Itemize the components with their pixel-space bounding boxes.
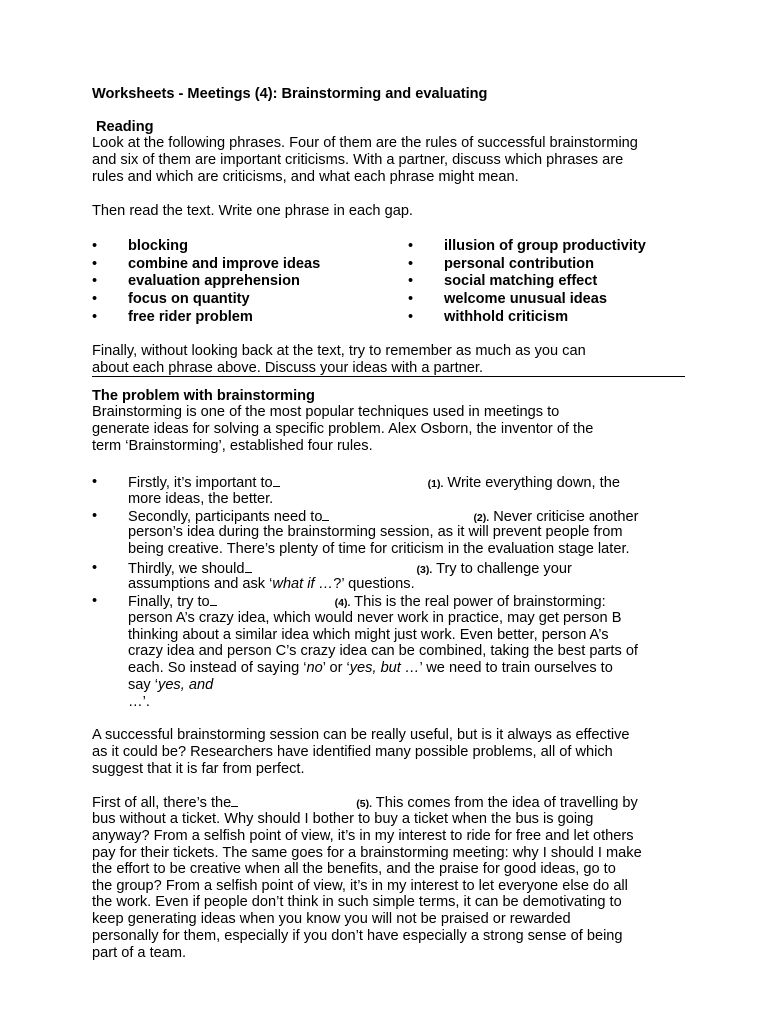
gap-3-number: (3). bbox=[416, 564, 433, 576]
rule-4-text-italic: yes, but … bbox=[349, 660, 420, 676]
rule-3-line bbox=[128, 576, 415, 593]
paragraph-line: pay for their tickets. The same goes for a brainstorming meeting: why I should I make bbox=[92, 845, 642, 861]
rule-4-text: This is the real power of brainstorming: bbox=[350, 594, 606, 610]
paragraph-line: the effort to be creative when all the benefits, and the praise for good ideas, go to bbox=[92, 861, 616, 877]
bullet: • bbox=[408, 256, 414, 272]
rule-4-line: …’. bbox=[128, 694, 150, 710]
rule-2-line: being creative. There’s plenty of time for criticism in the evaluation stage later. bbox=[128, 541, 630, 557]
rule-4-line bbox=[128, 660, 613, 677]
bullet: • bbox=[92, 474, 98, 490]
bullet: • bbox=[92, 560, 98, 576]
phrase-item: free rider problem bbox=[128, 309, 253, 325]
phrase-item: welcome unusual ideas bbox=[444, 291, 608, 307]
bullet: • bbox=[92, 309, 98, 325]
paragraph-line: the group? From a selfish point of view, it’s in my interest to let everyone else do all bbox=[92, 878, 628, 894]
gap-2-number: (2). bbox=[473, 512, 490, 524]
gap-4-number: (4). bbox=[334, 597, 351, 609]
rule-4-text-italic: no bbox=[306, 660, 323, 676]
paragraph-line: the work. Even if people don’t think in such simple terms, it can be demotivating to bbox=[92, 894, 622, 910]
phrase-item: personal contribution bbox=[444, 256, 594, 272]
paragraph-line: as it could be? Researchers have identified many possible problems, all of which bbox=[92, 744, 613, 760]
phrase-item: focus on quantity bbox=[128, 291, 250, 307]
rule-4-text: say ‘ bbox=[128, 677, 159, 693]
gap-5-blank[interactable] bbox=[231, 794, 238, 807]
article-intro-line: Brainstorming is one of the most popular techniques used in meetings to bbox=[92, 404, 560, 420]
phrase-item: blocking bbox=[128, 238, 188, 254]
rule-3-text: Thirdly, we should bbox=[128, 561, 245, 577]
gap-5-number: (5). bbox=[356, 798, 372, 810]
bullet: • bbox=[92, 238, 98, 254]
rule-1-line: more ideas, the better. bbox=[128, 491, 274, 507]
paragraph-line: anyway? From a selfish point of view, it’s in my interest to ride for free and let others bbox=[92, 828, 634, 844]
reading-finally-line: Finally, without looking back at the text, try to remember as much as you can bbox=[92, 343, 586, 359]
bullet: • bbox=[92, 273, 98, 289]
rule-3-text: ?’ questions. bbox=[333, 576, 415, 592]
reading-intro-line: rules and which are criticisms, and what each phrase might mean. bbox=[92, 169, 519, 185]
rule-2-text: Secondly, participants need to bbox=[128, 509, 323, 525]
rule-1-line bbox=[128, 474, 620, 493]
rule-4-text: ’ or ‘ bbox=[322, 660, 350, 676]
reading-finally-line: about each phrase above. Discuss your ideas with a partner. bbox=[92, 360, 484, 376]
rule-4-line: crazy idea and person C’s crazy idea can be combined, taking the best parts of bbox=[128, 643, 638, 659]
bullet: • bbox=[408, 273, 414, 289]
paragraph-line: bus without a ticket. Why should I bother to buy a ticket when the bus is going bbox=[92, 811, 594, 827]
reading-intro-line: and six of them are important criticisms. With a partner, discuss which phrases are bbox=[92, 152, 624, 168]
rule-2-line: person’s idea during the brainstorming session, as it will prevent people from bbox=[128, 524, 623, 540]
phrase-item: illusion of group productivity bbox=[444, 238, 646, 254]
rule-4-line: thinking about a similar idea which might just work. Even better, person A’s bbox=[128, 627, 609, 643]
paragraph-line: suggest that it is far from perfect. bbox=[92, 761, 305, 777]
bullet: • bbox=[92, 291, 98, 307]
bullet: • bbox=[92, 256, 98, 272]
paragraph-line: personally for them, especially if you don’t have especially a strong sense of being bbox=[92, 928, 623, 944]
paragraph-line bbox=[92, 794, 638, 813]
paragraph-line: A successful brainstorming session can be really useful, but is it always as effective bbox=[92, 727, 630, 743]
phrase-item: evaluation apprehension bbox=[128, 273, 300, 289]
rule-4-text: ’ we need to train ourselves to bbox=[419, 660, 613, 676]
bullet: • bbox=[92, 593, 98, 609]
rule-2-text: Never criticise another bbox=[489, 509, 639, 525]
bullet: • bbox=[408, 291, 414, 307]
worksheet-title: Worksheets - Meetings (4): Brainstorming and evaluating bbox=[92, 86, 488, 102]
article-intro-line: term ‘Brainstorming’, established four rules. bbox=[92, 438, 373, 454]
phrase-item: withhold criticism bbox=[444, 309, 569, 325]
rule-4-line: person A’s crazy idea, which would never work in practice, may get person B bbox=[128, 610, 622, 626]
paragraph-text: This comes from the idea of travelling by bbox=[372, 795, 638, 811]
gap-1-number: (1). bbox=[427, 478, 444, 490]
reading-heading: Reading bbox=[96, 119, 154, 135]
reading-intro-line: Look at the following phrases. Four of them are the rules of successful brainstorming bbox=[92, 135, 638, 151]
bullet: • bbox=[408, 238, 414, 254]
phrase-item: combine and improve ideas bbox=[128, 256, 321, 272]
rule-3-text: Try to challenge your bbox=[432, 561, 572, 577]
gap-2-blank[interactable] bbox=[322, 508, 329, 521]
rule-4-text: each. So instead of saying ‘ bbox=[128, 660, 307, 676]
rule-4-text-italic: yes, and bbox=[158, 677, 214, 693]
bullet: • bbox=[408, 309, 414, 325]
rule-1-text: Firstly, it’s important to bbox=[128, 475, 273, 491]
gap-4-blank[interactable] bbox=[210, 593, 217, 606]
gap-3-blank[interactable] bbox=[245, 560, 252, 573]
rule-4-line bbox=[128, 677, 213, 694]
article-heading: The problem with brainstorming bbox=[92, 388, 315, 404]
rule-4-text: Finally, try to bbox=[128, 594, 210, 610]
rule-4-line bbox=[128, 593, 606, 612]
reading-instruction: Then read the text. Write one phrase in each gap. bbox=[92, 203, 413, 219]
gap-1-blank[interactable] bbox=[273, 474, 280, 487]
bullet: • bbox=[92, 508, 98, 524]
rule-1-text: Write everything down, the bbox=[443, 475, 620, 491]
paragraph-line: part of a team. bbox=[92, 945, 187, 961]
rule-3-text: assumptions and ask ‘ bbox=[128, 576, 273, 592]
paragraph-text: First of all, there’s the bbox=[92, 795, 232, 811]
rule-3-text-italic: what if … bbox=[272, 576, 334, 592]
phrase-item: social matching effect bbox=[444, 273, 598, 289]
paragraph-line: keep generating ideas when you know you will not be praised or rewarded bbox=[92, 911, 571, 927]
section-divider bbox=[92, 376, 685, 377]
article-intro-line: generate ideas for solving a specific problem. Alex Osborn, the inventor of the bbox=[92, 421, 594, 437]
